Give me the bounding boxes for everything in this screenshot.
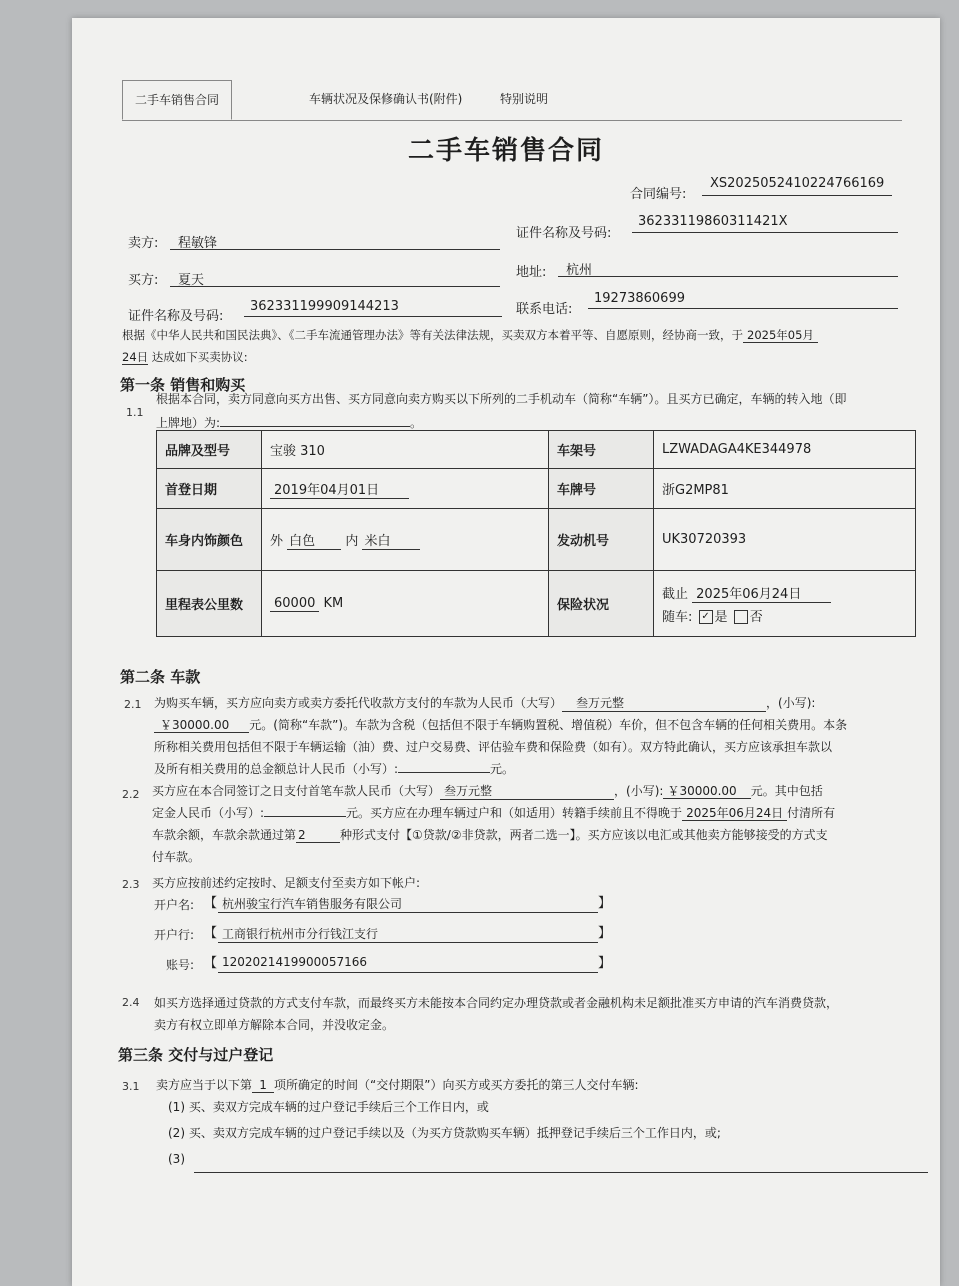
reg-date-label: 首登日期: [157, 469, 262, 509]
tab-special-notes[interactable]: 特别说明: [500, 92, 549, 106]
clause-number: 2.3: [122, 878, 140, 891]
account-bank-label: 开户行:: [154, 928, 195, 942]
yes-checkbox[interactable]: ✓: [699, 610, 713, 624]
contract-no-label: 合同编号:: [630, 187, 687, 202]
clause-1-1-line2: 上牌地）为: 。: [156, 416, 423, 430]
account-bank: 工商银行杭州市分行钱江支行: [222, 927, 379, 941]
preamble-text-2: 24日 达成如下买卖协议:: [122, 350, 248, 364]
engine-value: UK30720393: [654, 509, 916, 571]
clause-2-1-line2: ￥30000.00 元。(简称“车款”)。车款为含税（包括但不限于车辆购置税、增值税）车价，但不包含车辆的任何相关费用。本条: [154, 716, 847, 733]
clause-2-1-line1: 为购买车辆，买方应向卖方或卖方委托代收款方支付的车款为人民币（大写） 叁万元整 ，(小写):: [154, 696, 816, 710]
clause-2-3-line1: 买方应按前述约定按时、足额支付至卖方如下帐户:: [152, 876, 421, 890]
engine-label: 发动机号: [549, 509, 654, 571]
address-label: 地址:: [516, 265, 547, 280]
vin-value: LZWADAGA4KE344978: [654, 431, 916, 469]
article-3-heading: 第三条 交付与过户登记: [118, 1046, 274, 1064]
bracket-close: 】: [598, 896, 612, 911]
vehicle-info-table: [156, 430, 916, 637]
clause-number: 2.1: [124, 698, 142, 711]
clause-number: 1.1: [126, 406, 144, 419]
contract-no: XS2025052410224766169: [710, 176, 885, 191]
buyer-id: 362331199909144213: [250, 299, 399, 314]
phone-label: 联系电话:: [516, 302, 573, 317]
article-2-heading: 第二条 车款: [120, 668, 201, 686]
phone: 19273860699: [594, 291, 685, 306]
clause-2-2-line1: 买方应在本合同签订之日支付首笔车款人民币（大写） 叁万元整 ，(小写): ￥30000.00 元。其中包括: [152, 784, 823, 798]
seller-id-label: 证件名称及号码:: [516, 226, 612, 241]
color-label: 车身内饰颜色: [157, 509, 262, 571]
contract-page: [72, 18, 940, 1286]
buyer-id-label: 证件名称及号码:: [128, 309, 224, 324]
bracket-close: 】: [598, 956, 612, 971]
bracket-open: 【: [204, 926, 218, 941]
clause-number: 3.1: [122, 1080, 140, 1093]
account-name-label: 开户名:: [154, 898, 195, 912]
insurance-value: 截止 2025年06月24日 随车: ✓ 是 否: [654, 571, 916, 637]
bracket-open: 【: [204, 896, 218, 911]
bracket-close: 】: [598, 926, 612, 941]
seller-id: 36233119860311421X: [638, 214, 788, 229]
buyer-label: 买方:: [128, 273, 159, 288]
tab-sales-contract[interactable]: 二手车销售合同: [122, 80, 232, 120]
color-value: 外 白色 内 米白: [262, 509, 549, 571]
page-title: 二手车销售合同: [407, 136, 604, 166]
brand-value: 宝骏 310: [262, 431, 549, 469]
insurance-label: 保险状况: [549, 571, 654, 637]
clause-2-2-line3: 车款余额，车款余款通过第 2 种形式支付【①贷款/②非贷款，两者二选一】。买方应该以电汇或其他卖方能够接受的方式支: [152, 828, 828, 842]
clause-number: 2.4: [122, 996, 140, 1009]
reg-date-value: 2019年04月01日: [262, 469, 549, 509]
vin-label: 车架号: [549, 431, 654, 469]
clause-2-4-line1: 如买方选择通过贷款的方式支付车款，而最终买方未能按本合同约定办理贷款或者金融机构未足额批准买方申请的汽车消费贷款，: [154, 996, 839, 1010]
tab-bar: [122, 80, 902, 121]
clause-3-1-line1: 卖方应当于以下第 1 项所确定的时间（“交付期限”）向买方或买方委托的第三人交付车辆:: [156, 1078, 639, 1092]
seller-name: 程敏锋: [178, 236, 218, 251]
address: 杭州: [566, 263, 593, 278]
clause-2-1-line3: 所称相关费用包括但不限于车辆运输（油）费、过户交易费、评估验车费和保险费（如有）。双方特此确认，买方应该承担车款以: [154, 740, 833, 754]
clause-3-1-option-3: (3): [168, 1152, 185, 1166]
brand-label: 品牌及型号: [157, 431, 262, 469]
clause-number: 2.2: [122, 788, 140, 801]
clause-2-2-line4: 付车款。: [152, 850, 201, 864]
plate-value: 浙G2MP81: [654, 469, 916, 509]
clause-2-1-line4: 及所有相关费用的总金额总计人民币（小写）: 元。: [154, 762, 515, 776]
clause-2-2-line2: 定金人民币（小写）: 元。买方应在办理车辆过户和（如适用）转籍手续前且不得晚于 2025年06月24日 付清所有: [152, 806, 836, 820]
account-no-label: 账号:: [166, 958, 195, 972]
tab-vehicle-condition[interactable]: 车辆状况及保修确认书(附件): [309, 92, 463, 106]
seller-label: 卖方:: [128, 236, 159, 251]
account-no: 1202021419900057166: [222, 955, 368, 969]
mileage-value: 60000 KM: [262, 571, 549, 637]
clause-1-1: 根据本合同，卖方同意向买方出售、买方同意向卖方购买以下所列的二手机动车（简称“车辆”）。且买方已确定，车辆的转入地（即: [156, 392, 847, 406]
clause-3-1-option-2: (2) 买、卖双方完成车辆的过户登记手续以及（为买方贷款购买车辆）抵押登记手续后三个工作日内，或;: [168, 1126, 721, 1140]
mileage-label: 里程表公里数: [157, 571, 262, 637]
buyer-name: 夏天: [178, 273, 205, 288]
preamble-text: 根据《中华人民共和国民法典》、《二手车流通管理办法》等有关法律法规，买卖双方本着平等、自愿原则，经协商一致，于 2025年05月: [122, 327, 818, 343]
clause-2-4-line2: 卖方有权立即单方解除本合同，并没收定金。: [154, 1018, 395, 1032]
account-name: 杭州骏宝行汽车销售服务有限公司: [222, 897, 403, 911]
plate-label: 车牌号: [549, 469, 654, 509]
article-1-heading: 第一条 销售和购买: [120, 376, 246, 394]
clause-3-1-option-1: (1) 买、卖双方完成车辆的过户登记手续后三个工作日内，或: [168, 1100, 489, 1114]
bracket-open: 【: [204, 956, 218, 971]
no-checkbox[interactable]: [734, 610, 748, 624]
